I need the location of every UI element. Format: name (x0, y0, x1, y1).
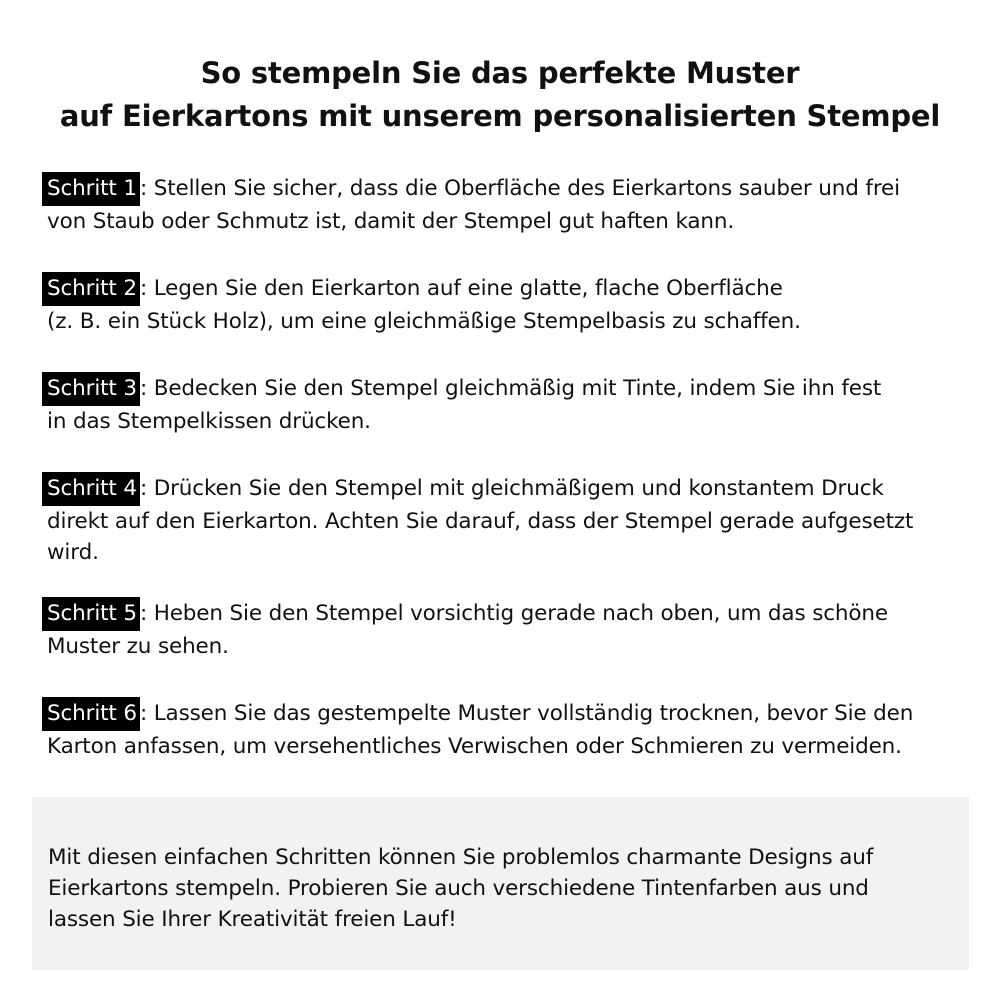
step-2-text-1: : Legen Sie den Eierkarton auf eine glatte, flache Oberfläche (139, 276, 783, 301)
step-3 (42, 372, 881, 437)
step-3-line-1 (42, 372, 881, 406)
step-2 (42, 272, 801, 337)
step-3-text-1: : Bedecken Sie den Stempel gleichmäßig mit Tinte, indem Sie ihn fest (139, 376, 882, 401)
step-2-text-2: (z. B. ein Stück Holz), um eine gleichmäßige Stempelbasis zu schaffen. (47, 309, 801, 334)
step-3-text-2: in das Stempelkissen drücken. (47, 409, 371, 434)
summary-note-line-1: Mit diesen einfachen Schritten können Sie problemlos charmante Designs auf (48, 845, 874, 870)
step-5-badge: Schritt 5 (42, 597, 140, 631)
step-4-badge: Schritt 4 (42, 472, 140, 506)
step-6-text-1: : Lassen Sie das gestempelte Muster vollständig trocknen, bevor Sie den (139, 701, 914, 726)
step-2-line-1 (42, 272, 801, 306)
page-title-line-2: auf Eierkartons mit unserem personalisierten Stempel (59, 99, 941, 133)
step-6-line-1 (42, 697, 913, 731)
step-5 (42, 597, 888, 662)
step-3-badge: Schritt 3 (42, 372, 140, 406)
summary-note-line-3: lassen Sie Ihrer Kreativität freien Lauf! (48, 907, 457, 932)
summary-note-box (32, 797, 969, 970)
step-6-text-2: Karton anfassen, um versehentliches Verwischen oder Schmieren zu vermeiden. (47, 734, 902, 759)
step-4-text-1: : Drücken Sie den Stempel mit gleichmäßigem und konstantem Druck (139, 476, 884, 501)
step-6 (42, 697, 913, 762)
step-5-text-1: : Heben Sie den Stempel vorsichtig gerade nach oben, um das schöne (139, 601, 888, 626)
step-5-line-1 (42, 597, 888, 631)
step-4 (42, 472, 913, 568)
step-1-text-1: : Stellen Sie sicher, dass die Oberfläche des Eierkartons sauber und frei (139, 176, 900, 201)
step-1-text-2: von Staub oder Schmutz ist, damit der Stempel gut haften kann. (47, 209, 735, 234)
step-6-badge: Schritt 6 (42, 697, 140, 731)
step-1-badge: Schritt 1 (42, 172, 140, 206)
step-5-text-2: Muster zu sehen. (47, 634, 229, 659)
step-2-badge: Schritt 2 (42, 272, 140, 306)
step-1-line-1 (42, 172, 900, 206)
step-4-text-3: wird. (47, 540, 99, 565)
step-4-line-1 (42, 472, 913, 506)
summary-note-line-2: Eierkartons stempeln. Probieren Sie auch verschiedene Tintenfarben aus und (48, 876, 869, 901)
step-1 (42, 172, 900, 237)
page-title-line-1: So stempeln Sie das perfekte Muster (200, 56, 800, 90)
step-4-text-2: direkt auf den Eierkarton. Achten Sie darauf, dass der Stempel gerade aufgesetzt (47, 509, 914, 534)
page-title (0, 52, 1000, 138)
